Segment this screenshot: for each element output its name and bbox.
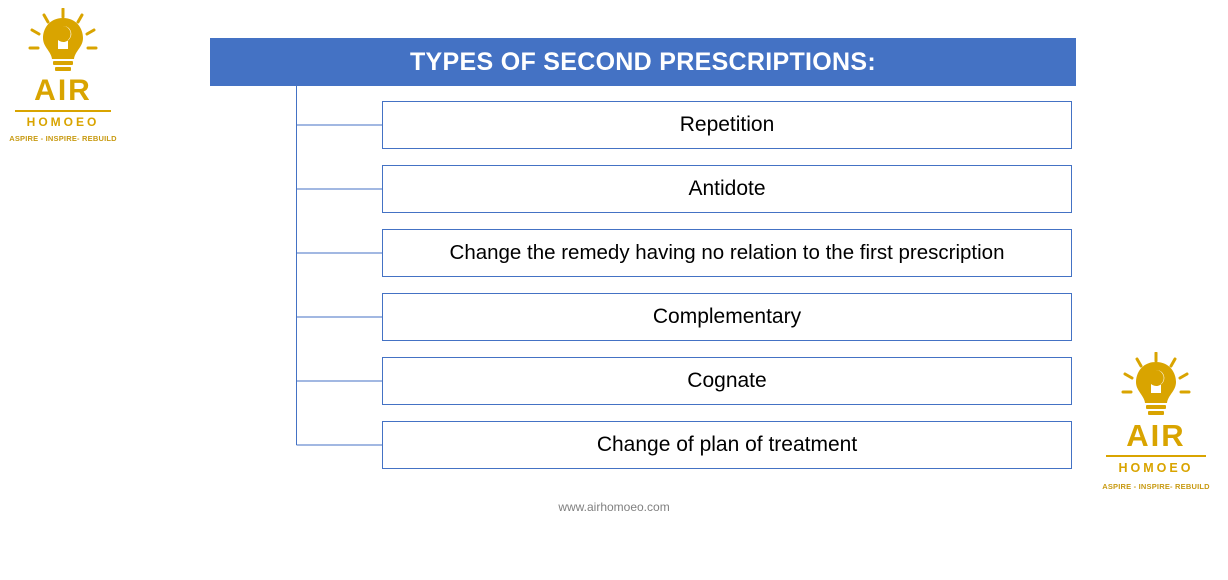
tree-item-repetition[interactable]: [382, 101, 1072, 149]
tree-item-antidote[interactable]: [382, 165, 1072, 213]
logo-divider: [15, 110, 111, 112]
footer-website-url: www.airhomoeo.com: [558, 500, 670, 514]
air-homoeo-bulb-icon: [1113, 352, 1199, 418]
tree-item-label: Complementary: [652, 305, 802, 328]
logo-divider: [1106, 455, 1206, 457]
tree-item-change-plan[interactable]: [382, 421, 1072, 469]
tree-item-label: Change the remedy having no relation to the first prescription: [449, 241, 1005, 264]
tree-item-label: Antidote: [688, 177, 766, 200]
logo-subtext: HOMOEO: [1118, 461, 1194, 475]
logo-wordmark: AIR: [1126, 418, 1186, 453]
logo-right: [1098, 352, 1214, 490]
logo-tagline: ASPIRE - INSPIRE- REBUILD: [9, 134, 117, 143]
tree-item-label: Change of plan of treatment: [596, 433, 858, 456]
logo-subtext: HOMOEO: [26, 115, 100, 129]
logo-top-left: [8, 8, 118, 143]
tree-item-change-remedy[interactable]: [382, 229, 1072, 277]
tree-item-label: Repetition: [679, 113, 775, 136]
logo-tagline: ASPIRE - INSPIRE- REBUILD: [1102, 481, 1210, 491]
tree-item-complementary[interactable]: [382, 293, 1072, 341]
page-title: TYPES OF SECOND PRESCRIPTIONS:: [210, 38, 1076, 86]
tree-item-cognate[interactable]: [382, 357, 1072, 405]
tree-item-label: Cognate: [687, 369, 767, 392]
air-homoeo-bulb-icon: [20, 8, 106, 74]
logo-wordmark: AIR: [34, 74, 92, 107]
